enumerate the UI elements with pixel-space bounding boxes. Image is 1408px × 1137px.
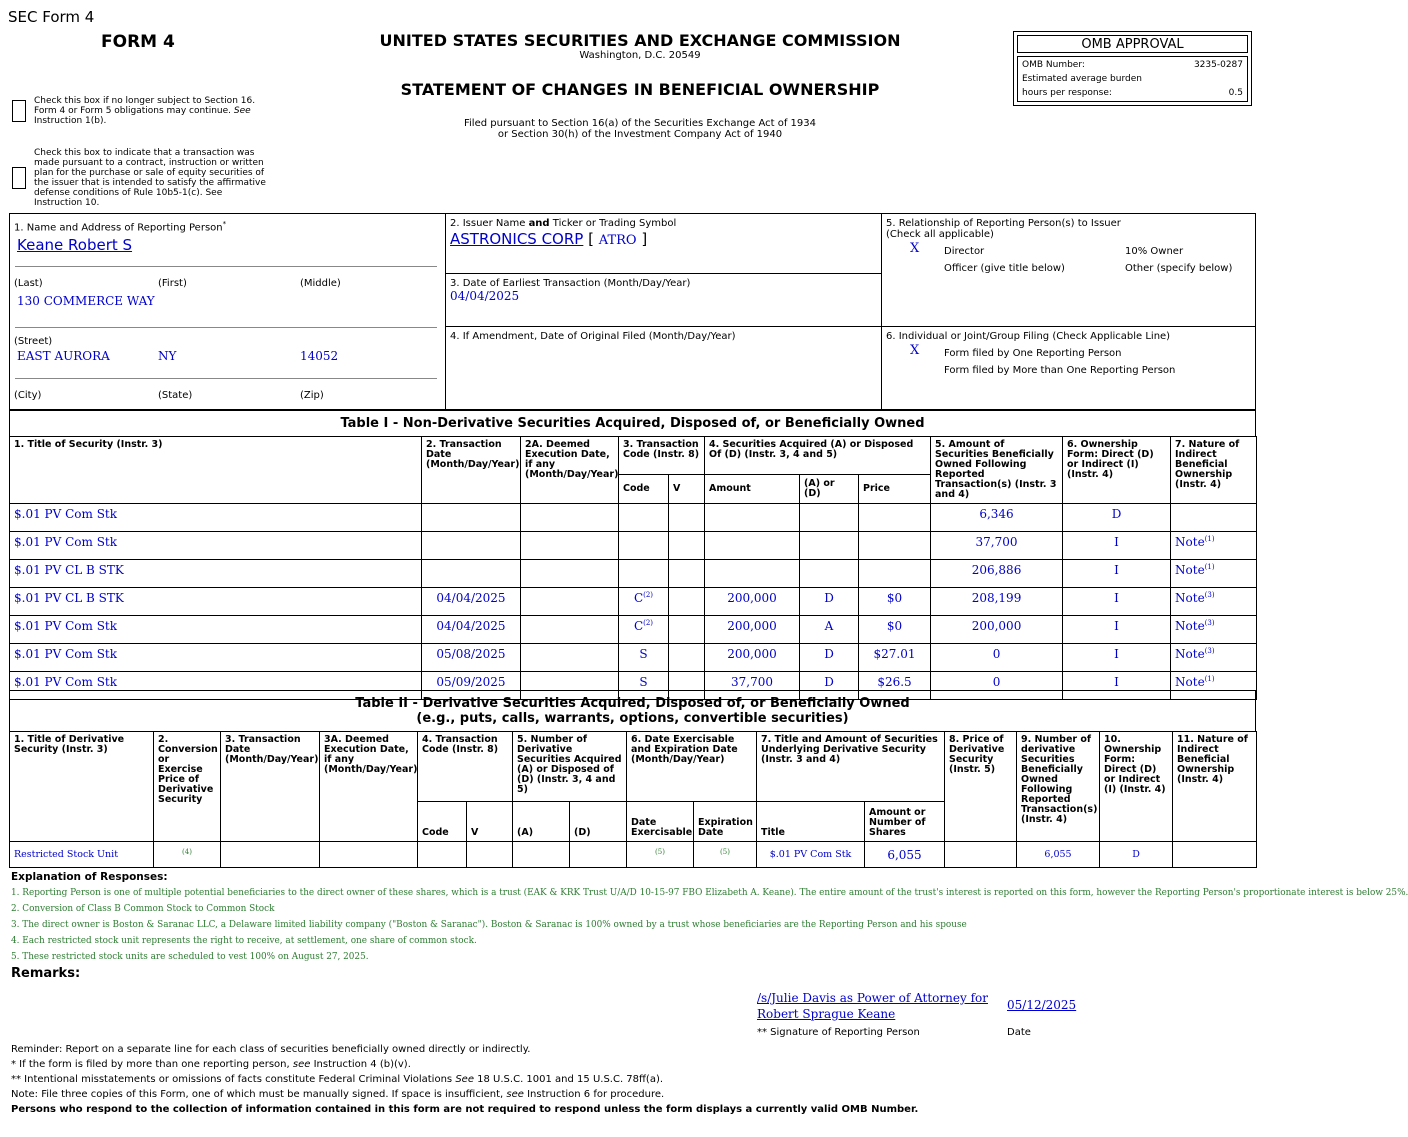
explanation-notes xyxy=(11,885,1408,965)
t1-h4: 4. Securities Acquired (A) or Disposed Of (D) (Instr. 3, 4 and 5) xyxy=(705,437,931,475)
t2-underlying-amount: 6,055 xyxy=(865,842,945,868)
street-value: 130 COMMERCE WAY xyxy=(17,294,155,308)
t2-sub-amount: Amount or Number of Shares xyxy=(865,802,945,842)
t1-form: I xyxy=(1063,616,1171,644)
t1-date: 05/08/2025 xyxy=(422,644,521,672)
t2-expiration: (5) xyxy=(694,842,757,868)
footnote-3: 3. The direct owner is Boston & Saranac LLC, a Delaware limited liability company ("Boston & Saranac"). Boston & Saranac is 100% owned by a trust whose beneficiaries are the Reporting Person and his spouse xyxy=(11,920,967,930)
officer-label: Officer (give title below) xyxy=(944,263,1065,274)
agency-location: Washington, D.C. 20549 xyxy=(579,50,701,61)
omb-approval-box xyxy=(1013,31,1252,106)
t2-form: D xyxy=(1100,842,1173,868)
omb-number-value: 3235-0287 xyxy=(1193,60,1243,70)
issuer-cell xyxy=(445,213,882,274)
table2 xyxy=(9,731,1257,868)
ten-percent-owner-label: 10% Owner xyxy=(1125,246,1184,257)
footnote-2: 2. Conversion of Class B Common Stock to Common Stock xyxy=(11,904,275,914)
state-value: NY xyxy=(158,349,177,363)
t2-title: Restricted Stock Unit xyxy=(10,842,154,868)
table2-title: Table II - Derivative Securities Acquired, Disposed of, or Beneficially Owned (e.g., puts, calls, warrants, options, convertible securities) xyxy=(9,690,1256,732)
t2-h7: 7. Title and Amount of Securities Underlying Derivative Security (Instr. 3 and 4) xyxy=(757,732,945,802)
t2-nature xyxy=(1173,842,1257,868)
reporting-person-name-link[interactable]: Keane Robert S xyxy=(17,236,133,254)
t1-nature: Note$^{(1)}$ xyxy=(1171,672,1257,700)
city-label: (City) xyxy=(14,390,42,401)
t2-h8: 8. Price of Derivative Security (Instr. 5) xyxy=(945,732,1017,842)
middle-label: (Middle) xyxy=(300,278,341,289)
t1-nature: Note$^{(3)}$ xyxy=(1171,644,1257,672)
t2-sub-exercisable: Date Exercisable xyxy=(627,802,694,842)
state-label: (State) xyxy=(158,390,193,401)
reporting-person-label: 1. Name and Address of Reporting Person* xyxy=(14,220,227,234)
t2-exercisable: (5) xyxy=(627,842,694,868)
omb-number-label: OMB Number: xyxy=(1022,60,1085,70)
t1-owned: 37,700 xyxy=(931,532,1063,560)
t1-v xyxy=(669,532,705,560)
city-value: EAST AURORA xyxy=(17,349,110,363)
t1-h7: 7. Nature of Indirect Beneficial Ownership (Instr. 4) xyxy=(1171,437,1257,504)
footer-copies: Note: File three copies of this Form, one of which must be manually signed. If space is insufficient, see Instruction 6 for procedure. xyxy=(11,1089,665,1100)
t1-amount: 37,700 xyxy=(705,672,800,700)
t2-h5: 5. Number of Derivative Securities Acquired (A) or Disposed of (D) (Instr. 3, 4 and 5) xyxy=(513,732,627,802)
t1-form: I xyxy=(1063,532,1171,560)
t2-h4: 4. Transaction Code (Instr. 8) xyxy=(418,732,513,802)
director-label: Director xyxy=(944,246,985,257)
zip-label: (Zip) xyxy=(300,390,324,401)
t1-aord: A xyxy=(800,616,859,644)
omb-details xyxy=(1017,56,1248,102)
t1-h5: 5. Amount of Securities Beneficially Owned Following Reported Transaction(s) (Instr. 3 and 4) xyxy=(931,437,1063,504)
t1-price xyxy=(859,504,931,532)
earliest-date-cell xyxy=(445,273,882,327)
t1-title: $.01 PV CL B STK xyxy=(10,588,422,616)
remarks-heading: Remarks: xyxy=(11,966,81,981)
t1-sub-amount: Amount xyxy=(705,475,800,504)
t1-title: $.01 PV Com Stk xyxy=(10,644,422,672)
t1-code xyxy=(619,532,669,560)
t1-nature: Note$^{(1)}$ xyxy=(1171,532,1257,560)
t1-nature: Note$^{(1)}$ xyxy=(1171,560,1257,588)
t1-v xyxy=(669,616,705,644)
issuer-ticker: ATRO xyxy=(598,233,637,248)
footer-reminder: Reminder: Report on a separate line for each class of securities beneficially owned directly or indirectly. xyxy=(11,1044,531,1055)
t1-sub-v: V xyxy=(669,475,705,504)
t1-aord xyxy=(800,504,859,532)
t1-h1: 1. Title of Security (Instr. 3) xyxy=(10,437,422,504)
t2-sub-expiration: Expiration Date xyxy=(694,802,757,842)
t1-date: 04/04/2025 xyxy=(422,588,521,616)
issuer-label: 2. Issuer Name and Ticker or Trading Symbol xyxy=(450,218,677,229)
t1-deemed xyxy=(521,504,619,532)
signature-link[interactable]: /s/Julie Davis as Power of Attorney for Robert Sprague Keane xyxy=(757,991,988,1021)
t1-form: D xyxy=(1063,504,1171,532)
t1-title: $.01 PV Com Stk xyxy=(10,672,422,700)
t1-price xyxy=(859,560,931,588)
footer-omb-notice: Persons who respond to the collection of information contained in this form are not required to respond unless the form displays a currently valid OMB Number. xyxy=(11,1104,919,1115)
t1-deemed xyxy=(521,532,619,560)
t2-sub-code: Code xyxy=(418,802,467,842)
t1-owned: 206,886 xyxy=(931,560,1063,588)
amendment-label: 4. If Amendment, Date of Original Filed (Month/Day/Year) xyxy=(450,331,736,342)
t2-sub-a: (A) xyxy=(513,802,570,842)
t1-v xyxy=(669,644,705,672)
t1-v xyxy=(669,560,705,588)
t1-price: $26.5 xyxy=(859,672,931,700)
t1-owned: 208,199 xyxy=(931,588,1063,616)
street-label: (Street) xyxy=(14,336,53,347)
t1-h6: 6. Ownership Form: Direct (D) or Indirect (I) (Instr. 4) xyxy=(1063,437,1171,504)
t2-deemed xyxy=(320,842,418,868)
table-row xyxy=(10,644,1257,672)
t1-aord xyxy=(800,532,859,560)
table-row xyxy=(10,842,1257,868)
more-persons-label: Form filed by More than One Reporting Person xyxy=(944,365,1176,376)
reporting-person-cell xyxy=(9,213,446,410)
table1 xyxy=(9,436,1257,700)
form-name: FORM 4 xyxy=(101,32,175,52)
t1-owned: 0 xyxy=(931,672,1063,700)
other-label: Other (specify below) xyxy=(1125,263,1233,274)
table-row xyxy=(10,588,1257,616)
t2-d xyxy=(570,842,627,868)
t1-sub-aord: (A) or (D) xyxy=(800,475,859,504)
table1-title: Table I - Non-Derivative Securities Acquired, Disposed of, or Beneficially Owned xyxy=(9,410,1256,437)
filing-cell xyxy=(881,326,1256,410)
t1-amount xyxy=(705,504,800,532)
rule-10b5-1-text: Check this box to indicate that a transaction was made pursuant to a contract, instruction or written plan for the purchase or sale of equity securities of the issuer that is intended to satisfy the affirmative defense conditions of Rule 10b5-1(c). See Instruction 10. xyxy=(34,148,266,208)
t1-form: I xyxy=(1063,644,1171,672)
t1-price: $0 xyxy=(859,588,931,616)
t1-date xyxy=(422,532,521,560)
t2-underlying-title: $.01 PV Com Stk xyxy=(757,842,865,868)
t1-h2a: 2A. Deemed Execution Date, if any (Month/Day/Year) xyxy=(521,437,619,504)
first-label: (First) xyxy=(158,278,187,289)
t1-form: I xyxy=(1063,672,1171,700)
earliest-date-label: 3. Date of Earliest Transaction (Month/Day/Year) xyxy=(450,278,691,289)
t2-owned: 6,055 xyxy=(1017,842,1100,868)
t1-aord: D xyxy=(800,644,859,672)
t1-form: I xyxy=(1063,560,1171,588)
t2-h1: 1. Title of Derivative Security (Instr. 3) xyxy=(10,732,154,842)
t1-deemed xyxy=(521,644,619,672)
t1-h3: 3. Transaction Code (Instr. 8) xyxy=(619,437,705,475)
t2-h3a: 3A. Deemed Execution Date, if any (Month/Day/Year) xyxy=(320,732,418,842)
t1-title: $.01 PV Com Stk xyxy=(10,532,422,560)
t1-amount: 200,000 xyxy=(705,588,800,616)
table-row xyxy=(10,560,1257,588)
footer-violations: ** Intentional misstatements or omissions of facts constitute Federal Criminal Violations See 18 U.S.C. 1001 and 15 U.S.C. 78ff(a). xyxy=(11,1074,664,1085)
t1-v xyxy=(669,504,705,532)
t2-h6: 6. Date Exercisable and Expiration Date (Month/Day/Year) xyxy=(627,732,757,802)
t2-h10: 10. Ownership Form: Direct (D) or Indirect (I) (Instr. 4) xyxy=(1100,732,1173,842)
t1-owned: 6,346 xyxy=(931,504,1063,532)
t1-title: $.01 PV Com Stk xyxy=(10,504,422,532)
t2-code xyxy=(418,842,467,868)
omb-title: OMB APPROVAL xyxy=(1017,35,1248,53)
relationship-cell xyxy=(881,213,1256,327)
t1-code: S xyxy=(619,644,669,672)
table-row xyxy=(10,616,1257,644)
footer-multiple-persons: * If the form is filed by more than one reporting person, see Instruction 4 (b)(v). xyxy=(11,1059,411,1070)
t1-code xyxy=(619,504,669,532)
rule-10b5-1-checkbox[interactable] xyxy=(12,167,26,189)
zip-value: 14052 xyxy=(300,349,339,363)
statement-title: STATEMENT OF CHANGES IN BENEFICIAL OWNERSHIP xyxy=(400,80,880,99)
t1-price xyxy=(859,532,931,560)
t1-owned: 200,000 xyxy=(931,616,1063,644)
t2-date xyxy=(221,842,320,868)
t1-nature xyxy=(1171,504,1257,532)
t1-nature: Note$^{(3)}$ xyxy=(1171,616,1257,644)
footnote-5: 5. These restricted stock units are scheduled to vest 100% on August 27, 2025. xyxy=(11,952,369,962)
issuer-name-link[interactable]: ASTRONICS CORP xyxy=(450,230,584,248)
t2-sub-d: (D) xyxy=(570,802,627,842)
t1-title: $.01 PV CL B STK xyxy=(10,560,422,588)
t1-code: S xyxy=(619,672,669,700)
t1-sub-price: Price xyxy=(859,475,931,504)
footnote-4: 4. Each restricted stock unit represents the right to receive, at settlement, one share of common stock. xyxy=(11,936,477,946)
table-row xyxy=(10,532,1257,560)
t2-price xyxy=(945,842,1017,868)
t1-aord: D xyxy=(800,672,859,700)
filed-pursuant: Filed pursuant to Section 16(a) of the Securities Exchange Act of 1934 or Section 30(h) of the Investment Company Act of 1940 xyxy=(464,118,816,140)
t1-owned: 0 xyxy=(931,644,1063,672)
no-longer-subject-checkbox[interactable] xyxy=(12,100,26,122)
last-label: (Last) xyxy=(14,278,43,289)
t2-v xyxy=(467,842,513,868)
t1-date: 04/04/2025 xyxy=(422,616,521,644)
t1-date xyxy=(422,504,521,532)
t2-h9: 9. Number of derivative Securities Beneficially Owned Following Reported Transaction(s) (Instr. 4) xyxy=(1017,732,1100,842)
t1-h2: 2. Transaction Date (Month/Day/Year) xyxy=(422,437,521,504)
t1-amount xyxy=(705,560,800,588)
t1-amount: 200,000 xyxy=(705,644,800,672)
t1-code: $C^{(2)}$ xyxy=(619,588,669,616)
t1-amount: 200,000 xyxy=(705,616,800,644)
t1-v xyxy=(669,588,705,616)
no-longer-subject-text: Check this box if no longer subject to Section 16. Form 4 or Form 5 obligations may continue. See Instruction 1(b). xyxy=(34,96,256,126)
one-person-mark[interactable]: X xyxy=(910,343,920,358)
issuer-value: ASTRONICS CORP [ ATRO ] xyxy=(450,230,648,248)
agency-name: UNITED STATES SECURITIES AND EXCHANGE COMMISSION xyxy=(379,31,901,50)
t1-date: 05/09/2025 xyxy=(422,672,521,700)
t1-aord xyxy=(800,560,859,588)
signature-date-link[interactable]: 05/12/2025 xyxy=(1007,998,1077,1012)
table-row xyxy=(10,504,1257,532)
one-person-label: Form filed by One Reporting Person xyxy=(944,348,1122,359)
earliest-date-value: 04/04/2025 xyxy=(450,289,520,303)
amendment-cell xyxy=(445,326,882,410)
t1-aord: D xyxy=(800,588,859,616)
t1-nature: Note$^{(3)}$ xyxy=(1171,588,1257,616)
document-title: SEC Form 4 xyxy=(8,8,95,26)
director-mark[interactable]: X xyxy=(910,241,920,256)
omb-hours-label: hours per response: xyxy=(1022,88,1112,98)
signature-label: ** Signature of Reporting Person xyxy=(757,1027,920,1038)
t1-price: $27.01 xyxy=(859,644,931,672)
t1-deemed xyxy=(521,588,619,616)
t2-conversion: (4) xyxy=(154,842,221,868)
signature-date-label: Date xyxy=(1007,1027,1031,1038)
t1-amount xyxy=(705,532,800,560)
t1-deemed xyxy=(521,616,619,644)
t2-sub-v: V xyxy=(467,802,513,842)
t1-title: $.01 PV Com Stk xyxy=(10,616,422,644)
t1-form: I xyxy=(1063,588,1171,616)
t2-h3: 3. Transaction Date (Month/Day/Year) xyxy=(221,732,320,842)
omb-burden-label: Estimated average burden xyxy=(1022,74,1142,84)
relationship-label: 5. Relationship of Reporting Person(s) to Issuer (Check all applicable) xyxy=(886,218,1121,240)
t2-h2: 2. Conversion or Exercise Price of Derivative Security xyxy=(154,732,221,842)
t2-sub-title: Title xyxy=(757,802,865,842)
t2-a xyxy=(513,842,570,868)
footnote-1: 1. Reporting Person is one of multiple potential beneficiaries to the direct owner of these shares, which is a trust (EAK & KRK Trust U/A/D 10-15-97 FBO Elizabeth A. Keane). The entire amount of the trust's interest is reported on this form, however the Reporting Person's proportionate interest is below 25%. xyxy=(11,888,1408,898)
explanation-heading: Explanation of Responses: xyxy=(11,871,168,883)
t2-h11: 11. Nature of Indirect Beneficial Ownership (Instr. 4) xyxy=(1173,732,1257,842)
t1-code xyxy=(619,560,669,588)
t1-sub-code: Code xyxy=(619,475,669,504)
filing-label: 6. Individual or Joint/Group Filing (Check Applicable Line) xyxy=(886,331,1171,342)
t1-code: $C^{(2)}$ xyxy=(619,616,669,644)
footer-notes xyxy=(11,1042,918,1117)
t1-date xyxy=(422,560,521,588)
t1-deemed xyxy=(521,560,619,588)
t1-price: $0 xyxy=(859,616,931,644)
omb-hours-value: 0.5 xyxy=(1228,88,1243,98)
